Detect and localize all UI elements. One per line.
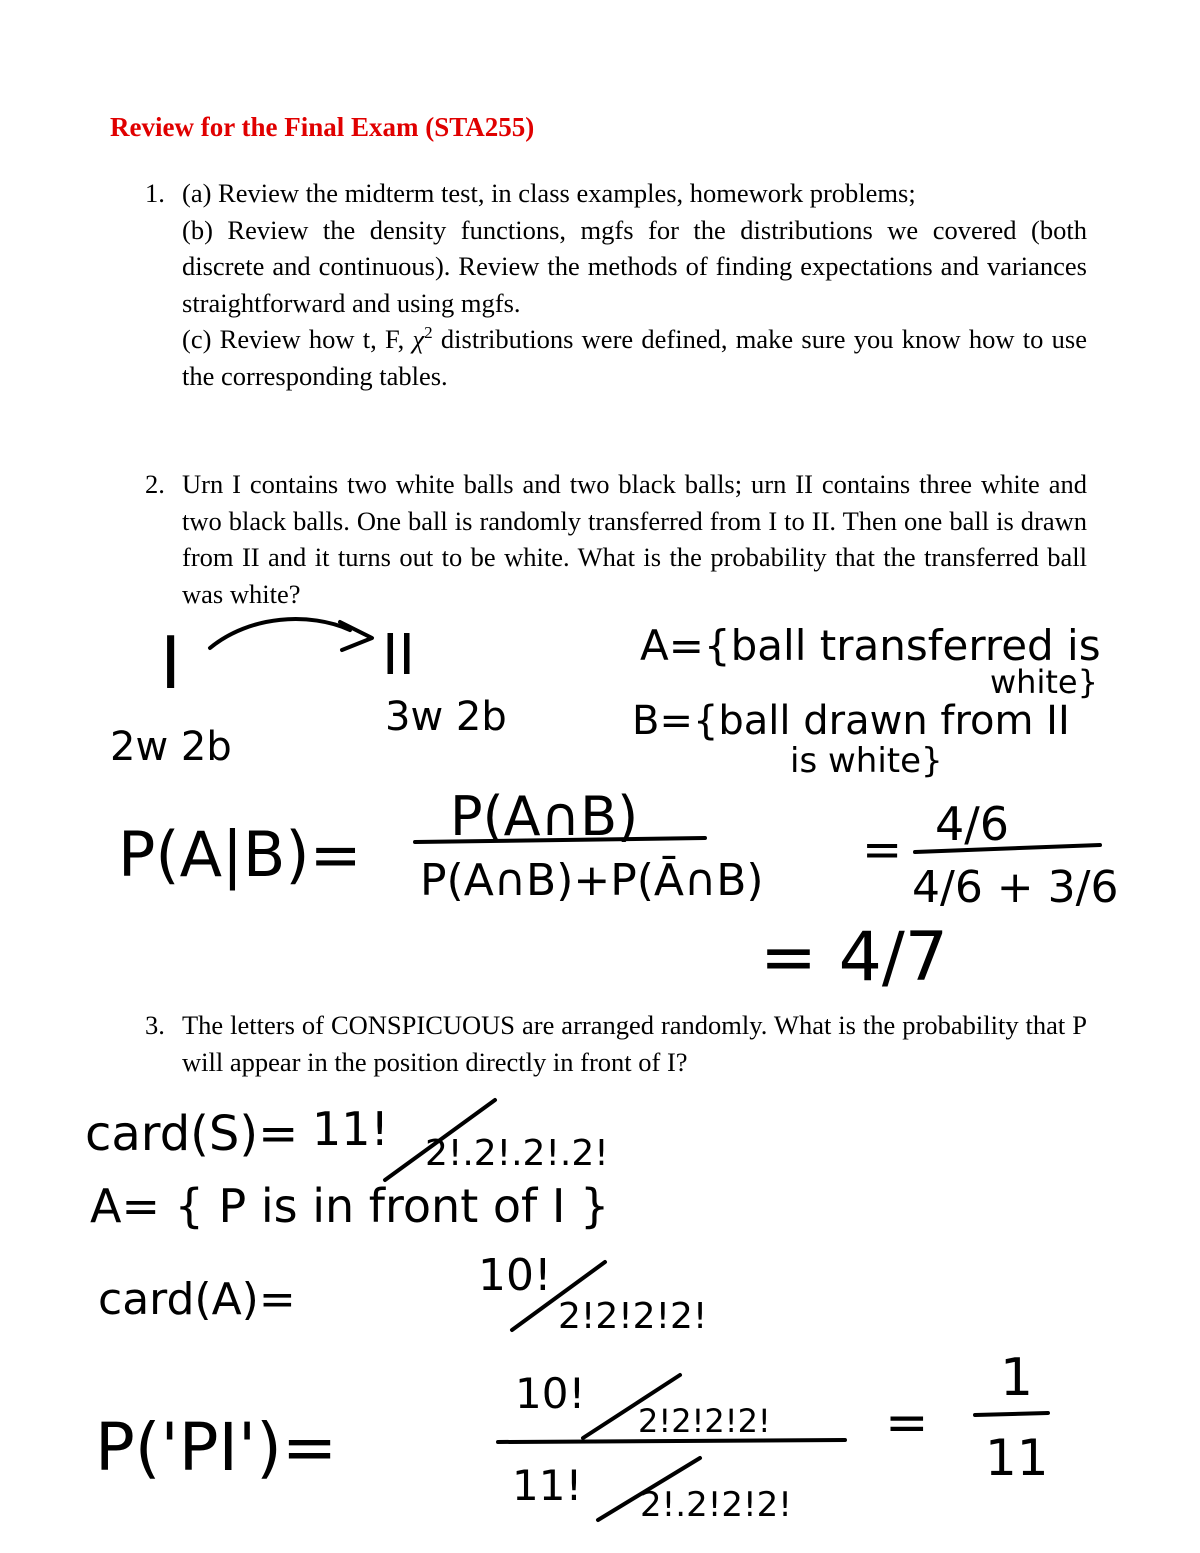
- prob-numerator-top: 10!: [515, 1369, 586, 1418]
- fraction-bar: [415, 838, 705, 842]
- counting-work: [85, 1100, 1049, 1525]
- bayes-numerator: P(A∩B): [450, 785, 639, 848]
- bayes-denominator: P(A∩B)+P(Ā∩B): [420, 855, 764, 906]
- bayes-result: = 4/7: [760, 918, 949, 997]
- urn-1-label: I: [160, 621, 182, 705]
- event-a-line-1: A={ball transferred is: [640, 621, 1101, 670]
- final-numerator: 1: [1000, 1348, 1034, 1408]
- urn-1-contents: 2w 2b: [110, 724, 232, 770]
- bayes-computation: [118, 785, 1118, 997]
- card-s-label: card(S)=: [85, 1106, 299, 1162]
- item-body: [182, 175, 1087, 394]
- equals-sign: =: [862, 822, 903, 878]
- item-number: 3.: [145, 1010, 165, 1040]
- fraction-bar: [498, 1440, 845, 1442]
- prob-numerator-denominator: 2!2!2!2!: [638, 1402, 771, 1440]
- prob-denominator-denominator: 2!.2!2!2!: [640, 1485, 792, 1525]
- urn-2-label: II: [382, 623, 416, 688]
- item-1-part-b: (b) Review the density functions, mgfs for the distributions we covered (both discrete and continuous). Review the methods of finding expectations and variances straightforward and using mgfs.: [182, 214, 1087, 318]
- numeric-numerator: 4/6: [935, 797, 1010, 851]
- probability-label: P('PI')=: [95, 1409, 338, 1486]
- card-a-label: card(A)=: [98, 1274, 296, 1325]
- chi-superscript: 2: [424, 323, 433, 343]
- fraction-slash: [598, 1458, 700, 1520]
- card-s-numerator: 11!: [312, 1102, 389, 1156]
- fraction-slash: [385, 1100, 495, 1180]
- event-a-line-2: white}: [990, 663, 1098, 701]
- card-a-numerator: 10!: [478, 1250, 552, 1301]
- arrow-head-icon: [340, 622, 372, 650]
- part-c-after: distributions were defined, make sure you know how to use the corresponding tables.: [182, 324, 1087, 391]
- list-item-1: [145, 175, 1087, 394]
- item-3-text: The letters of CONSPICUOUS are arranged randomly. What is the probability that P will appear in the position directly in front of I?: [182, 1010, 1087, 1077]
- fraction-bar: [915, 845, 1100, 852]
- final-denominator: 11: [985, 1429, 1049, 1487]
- card-a-denominator: 2!2!2!2!: [558, 1296, 708, 1337]
- urn-diagram: [110, 619, 507, 770]
- event-b-line-2: is white}: [790, 741, 943, 781]
- conditional-prob-label: P(A|B)=: [118, 818, 362, 891]
- fraction-slash: [512, 1262, 605, 1330]
- item-number: 2.: [145, 469, 165, 499]
- part-c-before: (c) Review how t, F,: [182, 324, 413, 354]
- item-body: [182, 466, 1087, 612]
- event-a-definition: A= { P is in front of I }: [90, 1179, 610, 1233]
- equals-sign: =: [885, 1393, 929, 1453]
- item-body: [182, 1007, 1087, 1080]
- numeric-denominator: 4/6 + 3/6: [912, 862, 1119, 913]
- item-1-part-a: (a) Review the midterm test, in class examples, homework problems;: [182, 178, 916, 208]
- list-item-3: [145, 1007, 1087, 1080]
- list-item-2: [145, 466, 1087, 612]
- event-definitions: [632, 621, 1101, 781]
- urn-2-contents: 3w 2b: [385, 694, 507, 740]
- page-title: Review for the Final Exam (STA255): [110, 112, 535, 142]
- fraction-bar: [975, 1413, 1048, 1415]
- item-2-text: Urn I contains two white balls and two black balls; urn II contains three white and two black balls. One ball is randomly transferred from I to II. Then one ball is drawn from II and it turns out to be white. What is the probability that the transferred ball was white?: [182, 469, 1087, 609]
- fraction-slash: [583, 1375, 680, 1438]
- event-b-line-1: B={ball drawn from II: [632, 698, 1070, 744]
- item-number: 1.: [145, 178, 165, 208]
- chi-symbol: χ: [412, 324, 425, 354]
- item-1-part-c: [182, 321, 1087, 394]
- card-s-denominator: 2!.2!.2!.2!: [425, 1133, 609, 1174]
- prob-denominator-top: 11!: [512, 1461, 583, 1510]
- transfer-arrow: [210, 619, 350, 648]
